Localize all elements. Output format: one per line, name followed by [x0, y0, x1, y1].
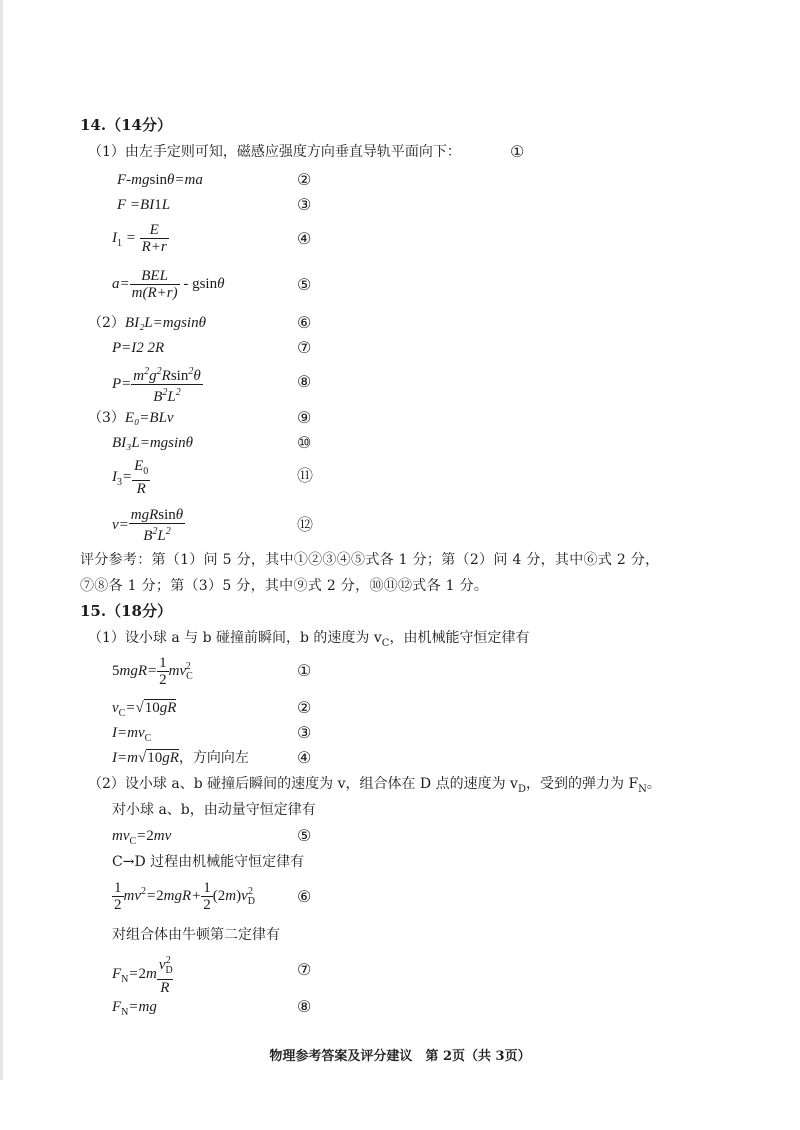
q15-title: 15.（18分） [80, 602, 172, 620]
q15-part1-text: （1）设小球 a 与 b 碰撞前瞬间，b 的速度为 $v_C$，由机械能守恒定律有 [88, 630, 530, 649]
q15-direction-text: ，方向向左 [178, 751, 249, 766]
q15-mark-5: ⑤ [297, 826, 312, 845]
q15-newton-text: 对组合体由牛顿第二定律有 [112, 927, 280, 943]
q14-mark-6: ⑥ [297, 313, 312, 332]
q15-eq7: $F_N=2m$ $\frac{v_D^2}{R}$ [112, 955, 173, 996]
q15-part1-text-b: ，由机械能守恒定律有 [389, 630, 530, 646]
q14-part1-text: （1）由左手定则可知，磁感应强度方向垂直导轨平面向下： [88, 144, 461, 160]
q15-energy-text: C→D 过程由机械能守恒定律有 [112, 854, 305, 870]
page-edge [0, 0, 3, 1080]
q15-mark-4: ④ [297, 748, 312, 767]
q14-eq7: P=I2 2R [112, 340, 165, 356]
q14-part2-label [88, 314, 206, 332]
page-footer: 物理参考答案及评分建议 第 2页（共 3页） [269, 1049, 531, 1064]
q15-part2-text-a: （2）设小球 a、b 碰撞后瞬间的速度为 v，组合体在 D 点的速度为 v [88, 776, 518, 792]
q14-part3-label-text: （3） [88, 410, 125, 426]
q15-mark-8: ⑧ [297, 997, 312, 1016]
q14-eq8: P= $\frac{m^2g^2Rsin^2\theta}{B^2L^2}$ [112, 366, 201, 405]
q14-mark-3: ③ [297, 195, 312, 214]
q15-mark-6: ⑥ [297, 887, 312, 906]
q14-eq2: F-mgsinθ=ma [117, 172, 203, 188]
q14-title: 14.（14分） [80, 116, 172, 134]
q15-mark-1: ① [297, 661, 312, 680]
q15-eq2: $v_C=√10gR$ [112, 700, 177, 719]
q14-mark-11: ⑪ [297, 466, 314, 485]
q15-part2-text-c: 。 [646, 776, 661, 792]
q14-eq3: F =BI1L [117, 197, 171, 213]
q15-mark-7: ⑦ [297, 960, 312, 979]
q15-eq6: $\frac{1}{2}$ $mv^2=2mgR+$ $\frac{1}{2}$ $(2m)v_D^2$ [114, 880, 255, 913]
q15-momentum-text: 对小球 a、b，由动量守恒定律有 [112, 802, 316, 818]
q14-part2-label-text: （2） [88, 315, 125, 331]
q15-eq5: $mv_C=2mv$ [112, 828, 172, 847]
q14-mark-7: ⑦ [297, 338, 312, 357]
q15-mark-3: ③ [297, 723, 312, 742]
q14-eq9: E₀=BLv [124, 410, 174, 426]
q14-mark-2: ② [297, 170, 312, 189]
q14-mark-10: ⑩ [297, 433, 312, 452]
q14-mark-5: ⑤ [297, 275, 312, 294]
q14-part3-label [88, 409, 174, 427]
q14-mark-8: ⑧ [297, 372, 312, 391]
q14-mark-1: ① [510, 142, 525, 161]
q14-eq12: v= $\frac{\text{mgRsinθ}}{B^2L^2}$ [112, 507, 184, 544]
q14-mark-9: ⑨ [297, 408, 312, 427]
q15-eq3: $I=mv_C$ [112, 725, 152, 744]
q14-mark-4: ④ [297, 229, 312, 248]
q14-eq6: BI₂L=mgsinθ [124, 315, 206, 331]
q14-scoring-line1: 评分参考：第（1）问 5 分，其中①②③④⑤式各 1 分；第（2）问 4 分，其中⑥式 2 分， [80, 552, 660, 568]
q14-eq10: BI₃L=mgsinθ [112, 435, 194, 451]
q15-mark-2: ② [297, 698, 312, 717]
q15-part1-text-a: （1）设小球 a 与 b 碰撞前瞬间，b 的速度为 v [88, 630, 382, 646]
q14-mark-12: ⑫ [297, 515, 314, 534]
q15-eq4: I=m√10gR，方向向左 [112, 750, 249, 766]
q15-eq8: $F_N=mg$ [112, 999, 157, 1018]
q14-eq11: $I_3=$ $\frac{E_0}{R}$ [112, 458, 149, 497]
q15-eq1: 5mgR= $\frac{1}{2}$ $mv_C^2$ [112, 655, 193, 688]
q14-scoring-line2: ⑦⑧各 1 分；第（3）5 分，其中⑨式 2 分，⑩⑪⑫式各 1 分。 [80, 578, 489, 594]
q15-part2-text-b: ，受到的弹力为 F [526, 776, 639, 792]
q15-part2-text: （2）设小球 a、b 碰撞后瞬间的速度为 v，组合体在 D 点的速度为 $v_D$，受到的弹力为 $F_N$。 [88, 776, 661, 795]
q14-eq4: $I_1$ = $\frac{E}{R+r}$ [112, 222, 167, 255]
q14-eq5: a= $\frac{\text{BEL}}{m(R+r)}$ - gsinθ [112, 268, 225, 301]
